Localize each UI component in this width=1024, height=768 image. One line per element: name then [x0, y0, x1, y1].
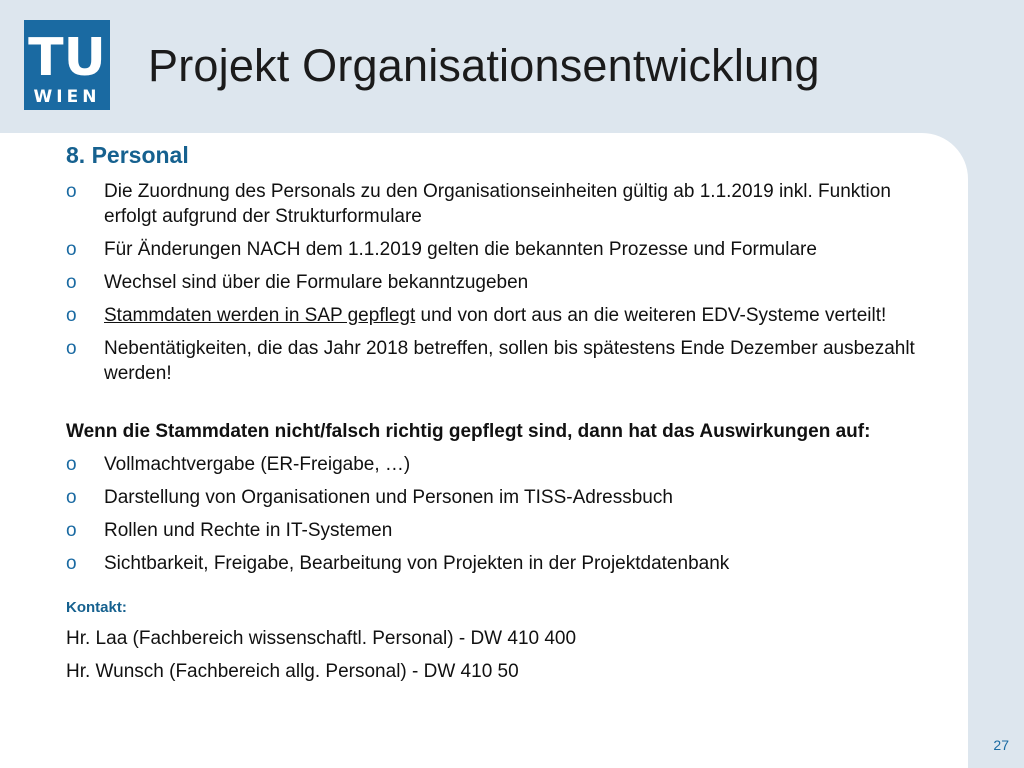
bullet-text: Nebentätigkeiten, die das Jahr 2018 betreffen, sollen bis spätestens Ende Dezember ausbezahlt werden! [104, 338, 915, 384]
list-item [66, 336, 946, 386]
contact-line: Hr. Wunsch (Fachbereich allg. Personal) - DW 410 50 [66, 661, 519, 682]
circle-bullet-icon: o [66, 553, 77, 574]
logo-wien-text: WIEN [33, 87, 101, 107]
underlined-text: Stammdaten werden in SAP gepflegt [104, 305, 416, 326]
contact-line: Hr. Laa (Fachbereich wissenschaftl. Personal) - DW 410 400 [66, 628, 577, 649]
circle-bullet-icon: o [66, 272, 77, 293]
page-number: 27 [993, 737, 1009, 753]
list-item [66, 179, 946, 229]
list-item [66, 452, 946, 477]
effect-text: Rollen und Rechte in IT-Systemen [104, 520, 393, 541]
contact-label: Kontakt: [66, 599, 127, 616]
list-item [66, 518, 946, 543]
effects-heading: Wenn die Stammdaten nicht/falsch richtig gepflegt sind, dann hat das Auswirkungen auf: [66, 421, 871, 442]
list-item [66, 551, 946, 576]
circle-bullet-icon: o [66, 338, 77, 359]
bullet-text: Wechsel sind über die Formulare bekanntzugeben [104, 272, 529, 293]
slide-title: Projekt Organisationsentwicklung [148, 40, 820, 91]
list-item [66, 303, 946, 328]
personal-bullet-list [66, 179, 946, 386]
list-item [66, 485, 946, 510]
effect-text: Vollmachtvergabe (ER-Freigabe, …) [104, 454, 411, 475]
bullet-text: und von dort aus an die weiteren EDV-Systeme verteilt! [415, 305, 887, 326]
bullet-text: Die Zuordnung des Personals zu den Organisationseinheiten gültig ab 1.1.2019 inkl. Funktion erfolgt aufgrund der Strukturformulare [104, 181, 891, 227]
list-item [66, 237, 946, 262]
logo-tu-text: TU [28, 28, 106, 88]
tu-wien-logo [24, 20, 110, 110]
list-item [66, 270, 946, 295]
slide-content [66, 141, 946, 692]
circle-bullet-icon: o [66, 520, 77, 541]
circle-bullet-icon: o [66, 487, 77, 508]
circle-bullet-icon: o [66, 305, 77, 326]
circle-bullet-icon: o [66, 181, 77, 202]
effect-text: Sichtbarkeit, Freigabe, Bearbeitung von Projekten in der Projektdatenbank [104, 553, 730, 574]
bullet-text: Für Änderungen NACH dem 1.1.2019 gelten die bekannten Prozesse und Formulare [104, 239, 817, 260]
circle-bullet-icon: o [66, 454, 77, 475]
section-heading: 8. Personal [66, 142, 189, 168]
circle-bullet-icon: o [66, 239, 77, 260]
effect-text: Darstellung von Organisationen und Personen im TISS-Adressbuch [104, 487, 673, 508]
effects-bullet-list [66, 452, 946, 576]
